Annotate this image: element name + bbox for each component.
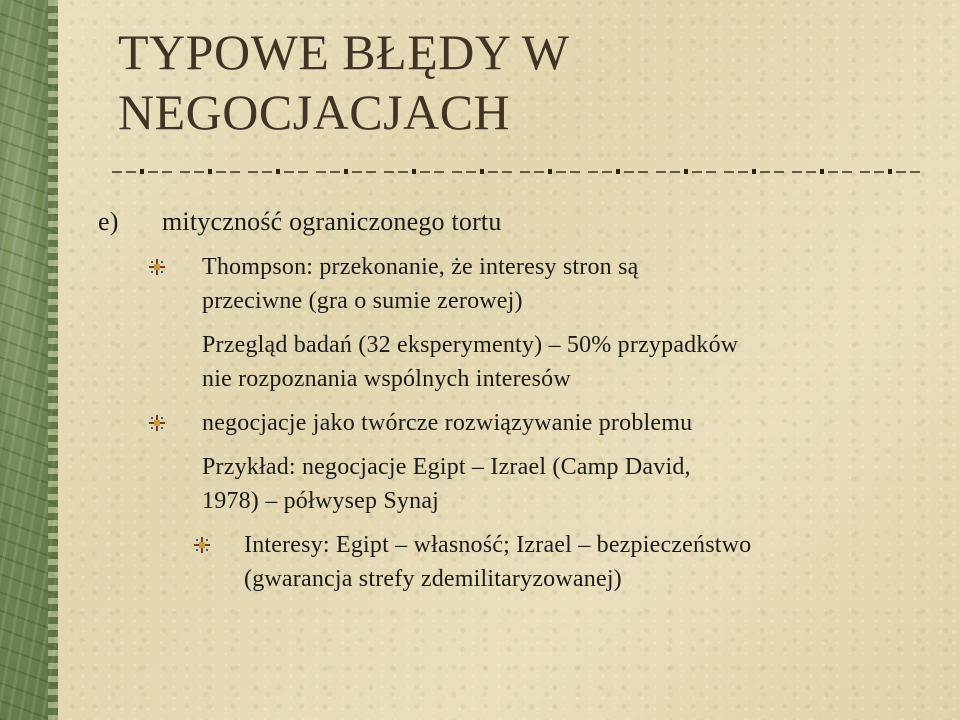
- list-item-e: [98, 200, 948, 244]
- bullet-ornament-icon: [193, 536, 211, 554]
- point-thompson: [98, 250, 948, 318]
- title-divider: [112, 168, 928, 176]
- point-line: Przykład: negocjacje Egipt – Izrael (Camp David,: [202, 454, 691, 480]
- title-line-2: NEGOCJACJACH: [118, 84, 511, 140]
- subpoint-line: Interesy: Egipt – własność; Izrael – bezpieczeństwo: [244, 532, 752, 558]
- point-line: negocjacje jako twórcze rozwiązywanie problemu: [202, 410, 693, 436]
- bullet-ornament-icon: [148, 258, 166, 276]
- point-line: nie rozpoznania wspólnych interesów: [202, 366, 571, 392]
- point-line: Przegląd badań (32 eksperymenty) – 50% przypadków: [202, 332, 739, 358]
- side-stripe-decoration: [0, 0, 58, 720]
- item-marker: e): [98, 207, 119, 236]
- subpoint-line: (gwarancja strefy zdemilitaryzowanej): [244, 566, 622, 592]
- subpoint-interests: [98, 528, 948, 596]
- point-research: [98, 328, 948, 396]
- item-text: mityczność ograniczonego tortu: [162, 207, 502, 236]
- point-line: Thompson: przekonanie, że interesy stron są: [202, 254, 639, 280]
- slide-title: [118, 22, 938, 142]
- bullet-ornament-icon: [148, 414, 166, 432]
- slide-content: [98, 200, 948, 596]
- point-line: przeciwne (gra o sumie zerowej): [202, 288, 523, 314]
- point-example: [98, 450, 948, 518]
- point-line: 1978) – półwysep Synaj: [202, 488, 440, 514]
- title-line-1: TYPOWE BŁĘDY W: [118, 24, 570, 80]
- point-creative: [98, 406, 948, 440]
